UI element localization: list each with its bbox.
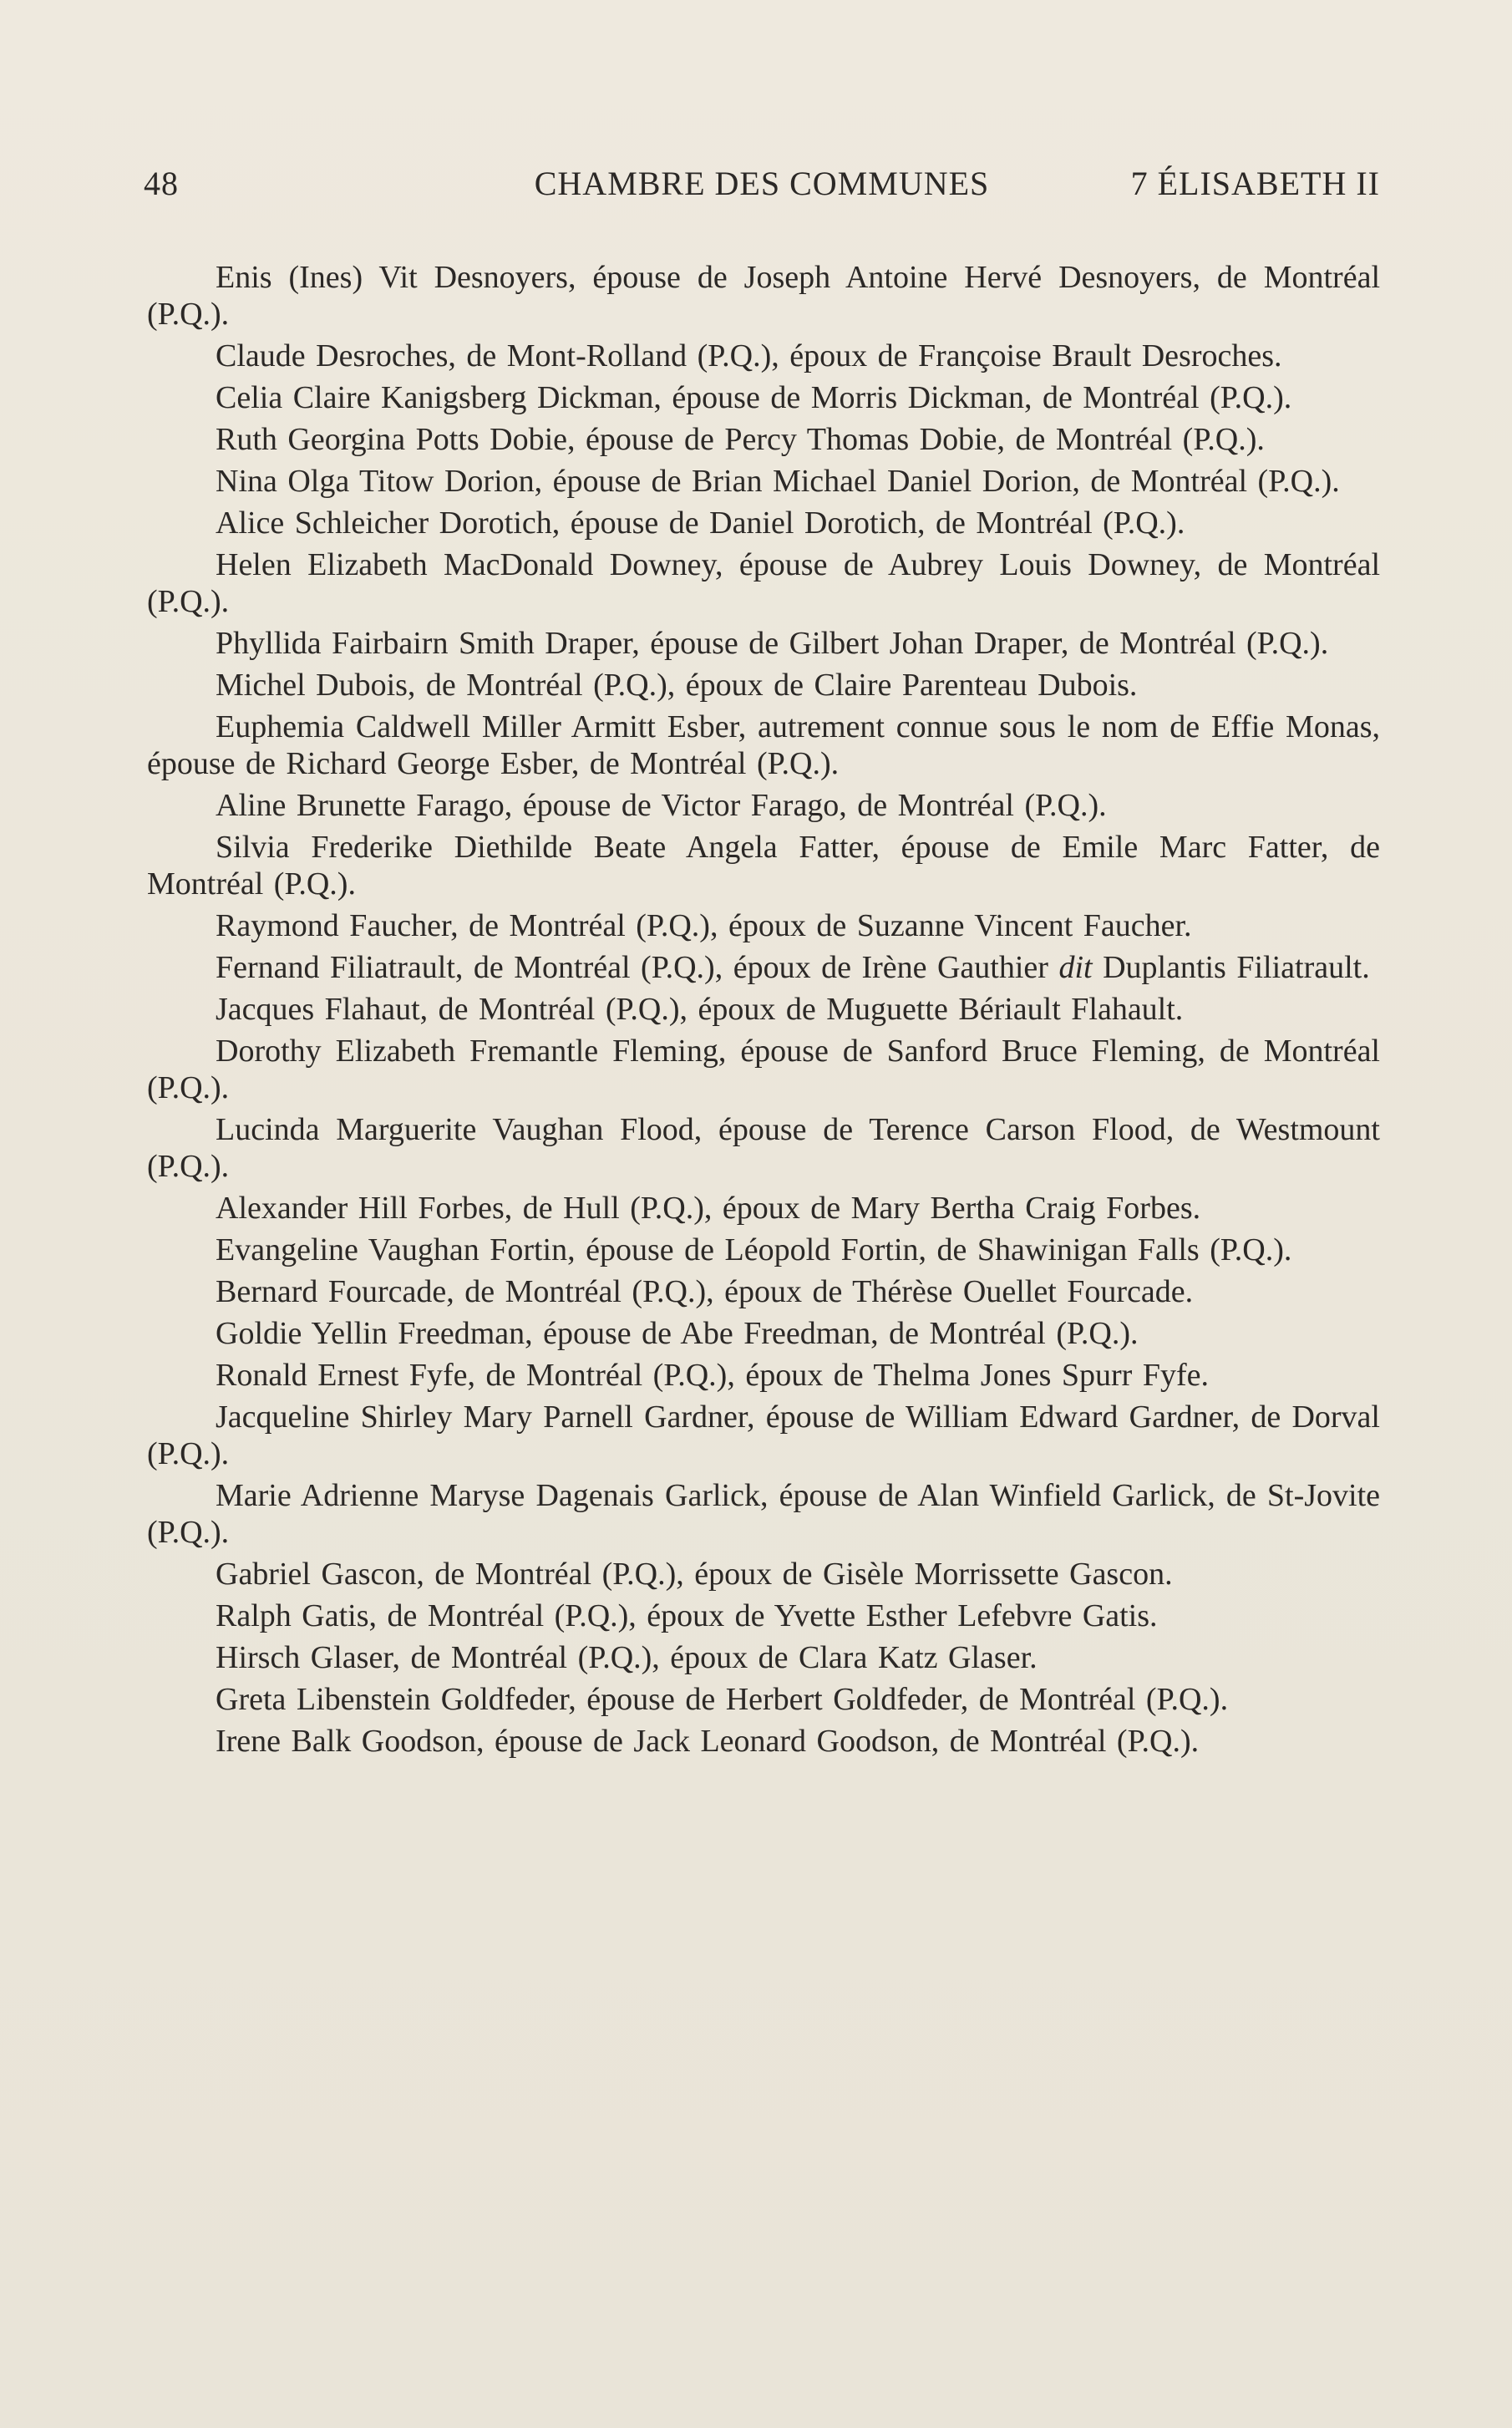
- list-item: Jacques Flahaut, de Montréal (P.Q.), époux de Muguette Bériault Flahault.: [216, 992, 1184, 1027]
- list-item: Gabriel Gascon, de Montréal (P.Q.), époux de Gisèle Morrissette Gascon.: [216, 1557, 1173, 1592]
- list-item: Greta Libenstein Goldfeder, épouse de Herbert Goldfeder, de Montréal (P.Q.).: [216, 1682, 1229, 1717]
- running-head: [144, 164, 1380, 214]
- list-item: Enis (Ines) Vit Desnoyers, épouse de Joseph Antoine Hervé Desnoyers, de Montréal (P.Q.).: [147, 260, 1380, 332]
- list-item: Ronald Ernest Fyfe, de Montréal (P.Q.), époux de Thelma Jones Spurr Fyfe.: [216, 1358, 1209, 1393]
- list-item: Euphemia Caldwell Miller Armitt Esber, autrement connue sous le nom de Effie Monas, épouse de Richard George Esber, de Montréal (P.Q.).: [147, 709, 1380, 781]
- list-item: Helen Elizabeth MacDonald Downey, épouse de Aubrey Louis Downey, de Montréal (P.Q.).: [147, 547, 1380, 619]
- list-item: Ralph Gatis, de Montréal (P.Q.), époux de Yvette Esther Lefebvre Gatis.: [216, 1598, 1158, 1633]
- list-item: Hirsch Glaser, de Montréal (P.Q.), époux de Clara Katz Glaser.: [216, 1640, 1038, 1675]
- list-item: Alice Schleicher Dorotich, épouse de Daniel Dorotich, de Montréal (P.Q.).: [216, 505, 1185, 541]
- list-item: Aline Brunette Farago, épouse de Victor Farago, de Montréal (P.Q.).: [216, 788, 1107, 823]
- regnal-year: 7 ÉLISABETH II: [1130, 165, 1380, 202]
- list-item: Phyllida Fairbairn Smith Draper, épouse de Gilbert Johan Draper, de Montréal (P.Q.).: [216, 626, 1329, 661]
- list-item: Lucinda Marguerite Vaughan Flood, épouse de Terence Carson Flood, de Westmount (P.Q.).: [147, 1112, 1380, 1184]
- list-item: Silvia Frederike Diethilde Beate Angela Fatter, épouse de Emile Marc Fatter, de Montréal (P.Q.).: [147, 830, 1380, 902]
- italic-term: dit: [1058, 950, 1093, 985]
- list-item: Marie Adrienne Maryse Dagenais Garlick, épouse de Alan Winfield Garlick, de St-Jovite (P.Q.).: [147, 1478, 1380, 1550]
- list-item: Michel Dubois, de Montréal (P.Q.), époux de Claire Parenteau Dubois.: [216, 668, 1138, 703]
- list-item: Celia Claire Kanigsberg Dickman, épouse de Morris Dickman, de Montréal (P.Q.).: [216, 380, 1292, 415]
- list-item: Goldie Yellin Freedman, épouse de Abe Freedman, de Montréal (P.Q.).: [216, 1316, 1139, 1351]
- list-item: Nina Olga Titow Dorion, épouse de Brian Michael Daniel Dorion, de Montréal (P.Q.).: [216, 464, 1340, 499]
- page-number: 48: [144, 165, 179, 202]
- list-item: Fernand Filiatrault, de Montréal (P.Q.), époux de Irène Gauthier dit Duplantis Filiatrault.: [216, 950, 1370, 985]
- list-item: Bernard Fourcade, de Montréal (P.Q.), époux de Thérèse Ouellet Fourcade.: [216, 1274, 1194, 1309]
- entry-list: [147, 259, 1380, 1765]
- list-item: Dorothy Elizabeth Fremantle Fleming, épouse de Sanford Bruce Fleming, de Montréal (P.Q.).: [147, 1034, 1380, 1105]
- list-item: Jacqueline Shirley Mary Parnell Gardner, épouse de William Edward Gardner, de Dorval (P.Q.).: [147, 1399, 1380, 1471]
- list-item: Claude Desroches, de Mont-Rolland (P.Q.), époux de Françoise Brault Desroches.: [216, 338, 1282, 373]
- list-item: Evangeline Vaughan Fortin, épouse de Léopold Fortin, de Shawinigan Falls (P.Q.).: [216, 1232, 1292, 1267]
- list-item: Ruth Georgina Potts Dobie, épouse de Percy Thomas Dobie, de Montréal (P.Q.).: [216, 422, 1265, 457]
- list-item: Raymond Faucher, de Montréal (P.Q.), époux de Suzanne Vincent Faucher.: [216, 908, 1192, 943]
- list-item: Alexander Hill Forbes, de Hull (P.Q.), époux de Mary Bertha Craig Forbes.: [216, 1191, 1201, 1226]
- page-title: CHAMBRE DES COMMUNES: [534, 165, 990, 202]
- list-item: Irene Balk Goodson, épouse de Jack Leonard Goodson, de Montréal (P.Q.).: [216, 1724, 1200, 1759]
